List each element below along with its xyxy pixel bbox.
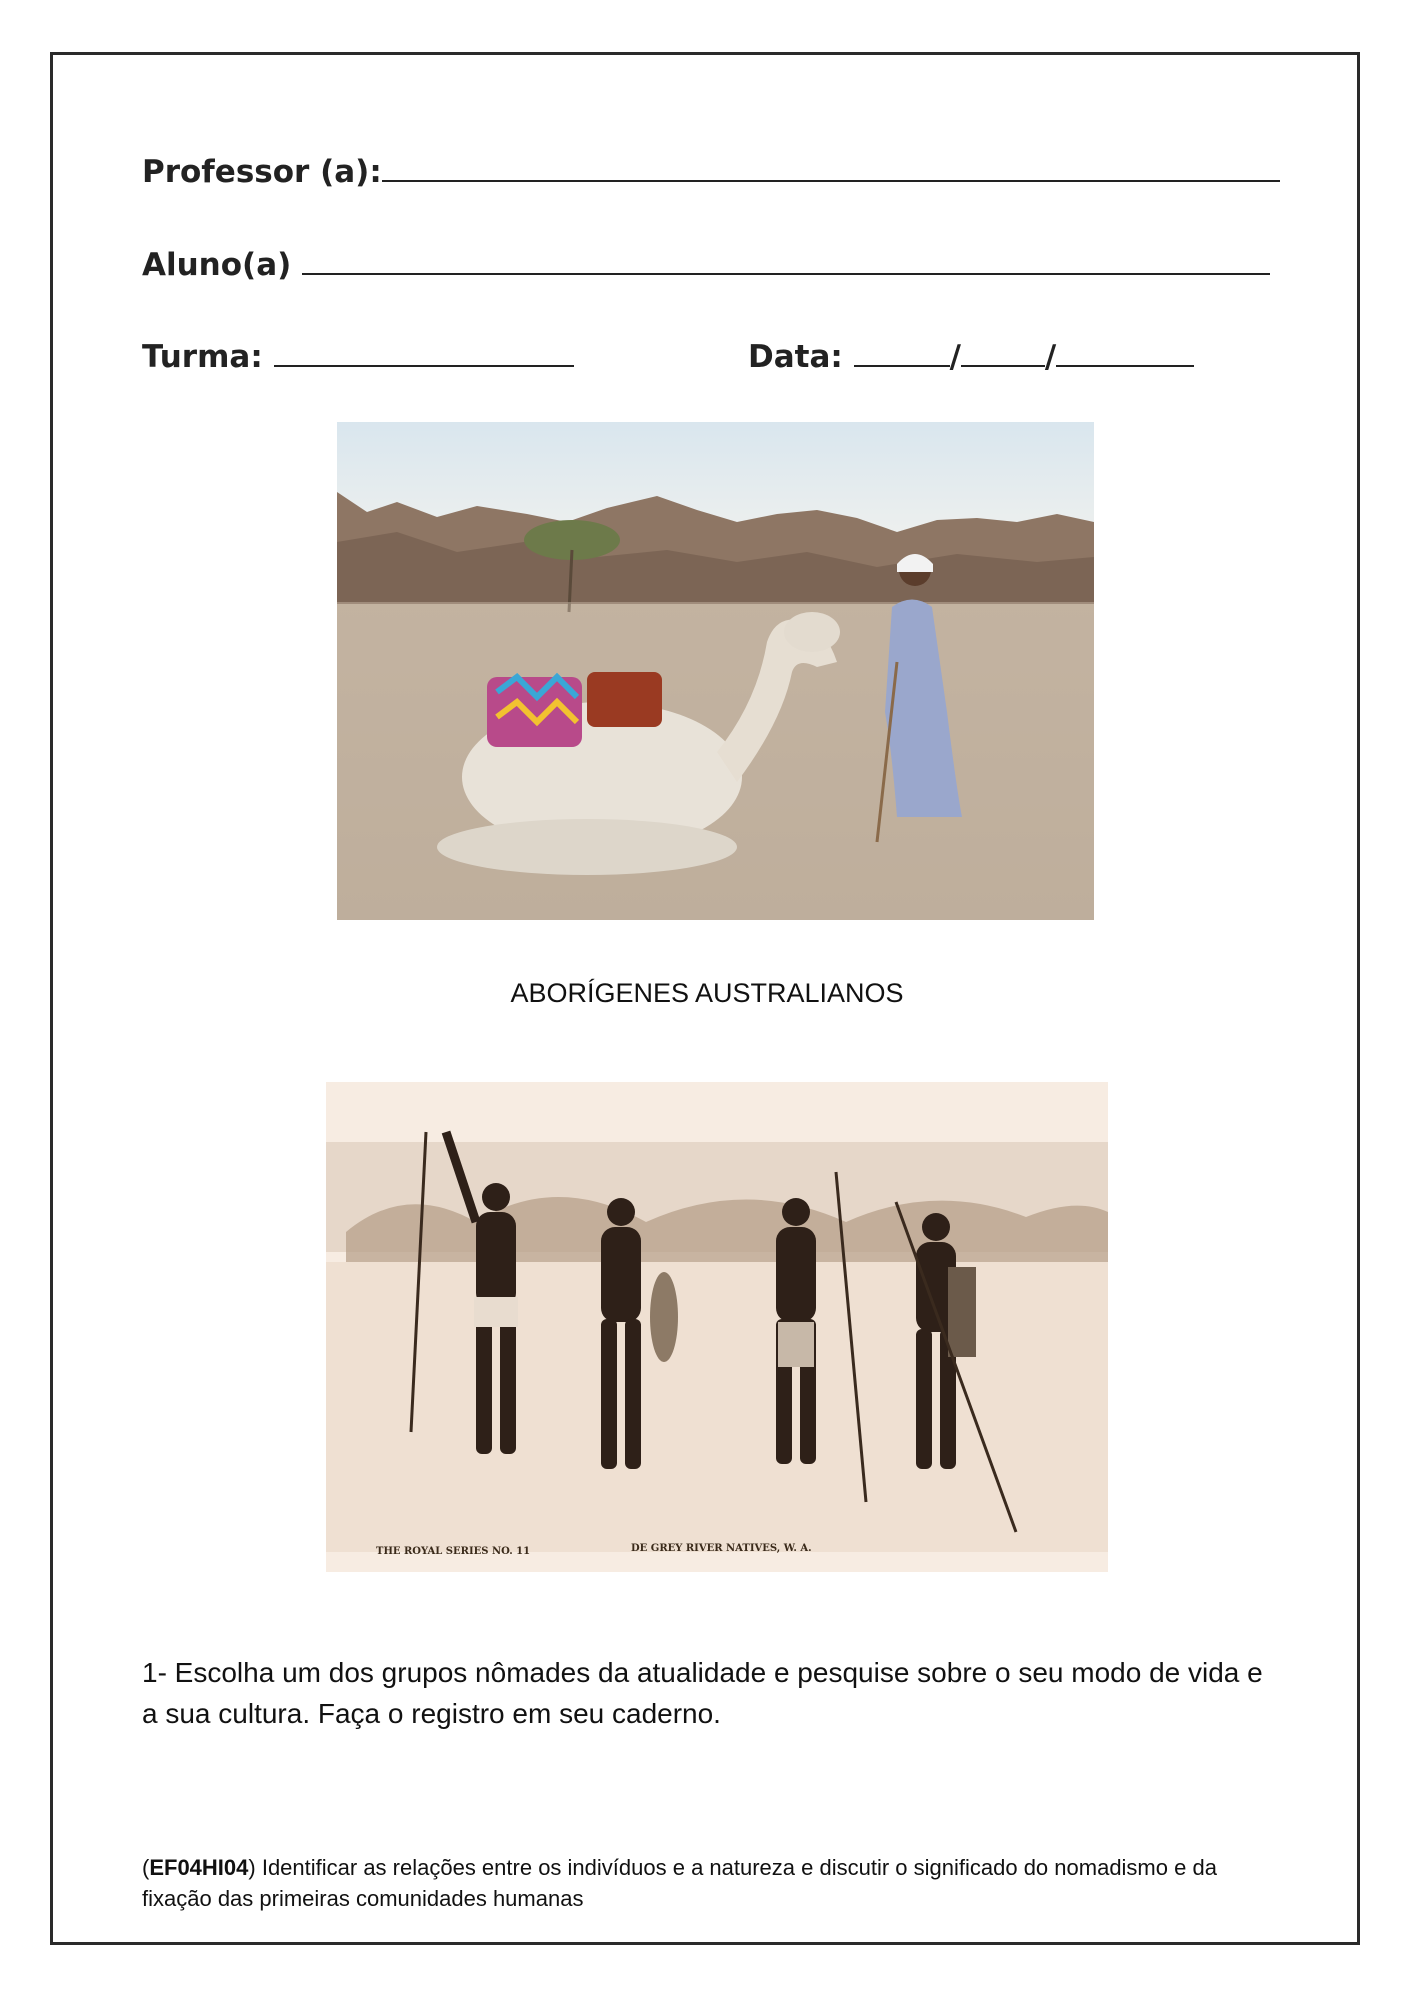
- professor-blank[interactable]: [382, 150, 1280, 182]
- data-label: Data:: [748, 339, 843, 375]
- photo-caption: ABORÍGENES AUSTRALIANOS: [510, 978, 904, 1008]
- date-day-blank[interactable]: [854, 335, 950, 367]
- turma-field: [142, 335, 574, 377]
- postcard-title-label: DE GREY RIVER NATIVES, W. A.: [631, 1543, 812, 1554]
- professor-field: [142, 150, 1280, 192]
- camel-nomad-photo: [337, 422, 1094, 920]
- date-separator: /: [1044, 339, 1057, 375]
- skill-text: ) Identificar as relações entre os indivíduos e a natureza e discutir o significado do nomadismo e da fixação das primeiras comunidades humanas: [142, 1855, 1217, 1911]
- sand-ground: [326, 1262, 1108, 1552]
- vintage-warriors-illustration: [326, 1082, 1108, 1572]
- date-month-blank[interactable]: [961, 335, 1045, 367]
- skill-code: EF04HI04: [149, 1855, 249, 1880]
- date-field: [748, 335, 1194, 377]
- turma-label: Turma:: [142, 339, 263, 375]
- aluno-field: [142, 243, 1270, 285]
- aluno-label: Aluno(a): [142, 247, 292, 283]
- aluno-blank[interactable]: [302, 243, 1270, 275]
- question-1: 1- Escolha um dos grupos nômades da atualidade e pesquise sobre o seu modo de vida e a sua cultura. Faça o registro em seu caderno.: [142, 1657, 1263, 1729]
- aboriginal-warriors-photo: [326, 1082, 1108, 1572]
- postcard-series-label: THE ROYAL SERIES NO. 11: [376, 1546, 531, 1557]
- professor-label: Professor (a):: [142, 154, 382, 190]
- date-year-blank[interactable]: [1056, 335, 1194, 367]
- desert-scene-illustration: [337, 422, 1094, 920]
- date-separator: /: [949, 339, 961, 375]
- skill-open-paren: (: [142, 1855, 150, 1880]
- turma-blank[interactable]: [274, 335, 574, 367]
- bncc-skill-note: [142, 1852, 1292, 1914]
